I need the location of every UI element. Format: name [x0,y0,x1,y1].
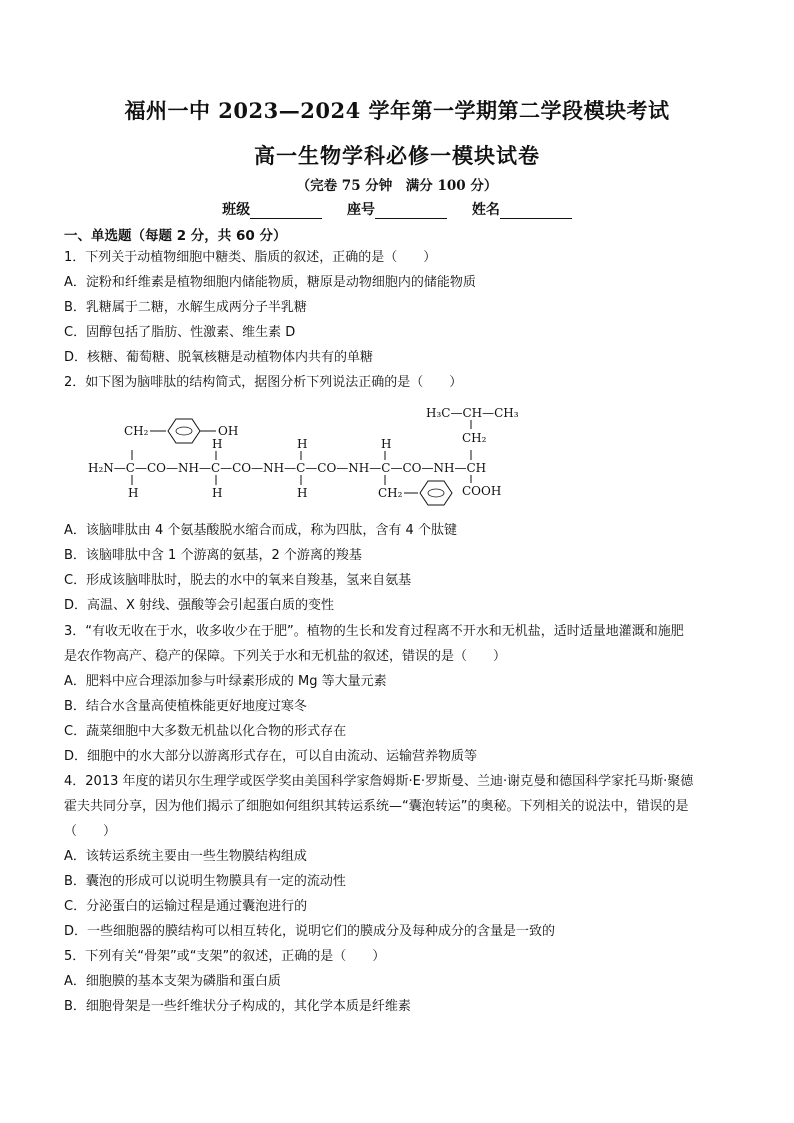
phe-benzene-ring [420,481,452,505]
leu-cooh: COOH [462,484,502,498]
name-label: 姓名 [471,202,500,218]
h-atom-1: H [128,486,139,500]
q4-stem-line1: 4．2013 年度的诺贝尔生理学或医学奖由美国科学家詹姆斯·E·罗斯曼、兰迪·谢克曼和德国科学家托马斯·聚德 [64,774,694,789]
q2-option-c: C．形成该脑啡肽时，脱去的水中的氧来自羧基，氢来自氨基 [64,573,412,588]
exam-title: 福州一中 2023—2024 学年第一学期第二学段模块考试 [124,98,670,123]
class-field [222,199,322,219]
seat-label: 座号 [347,202,375,218]
q5-option-b: B．细胞骨架是一些纤维状分子构成的，其化学本质是纤维素 [64,999,411,1014]
q2-option-b: B．该脑啡肽中含 1 个游离的氨基，2 个游离的羧基 [64,548,362,563]
q3-option-b: B．结合水含量高使植株能更好地度过寒冬 [64,699,307,714]
leu-ch2: CH₂ [462,431,487,445]
class-blank[interactable] [250,204,322,219]
student-info-line [0,199,794,219]
q2-stem: 2．如下图为脑啡肽的结构简式，据图分析下列说法正确的是（ ） [64,375,463,390]
q5-option-a: A．细胞膜的基本支架为磷脂和蛋白质 [64,974,281,989]
name-field [472,199,572,219]
h-atom-3: H [297,486,308,500]
tyr-benzene-ring [168,419,200,443]
enkephalin-structure-diagram [88,405,538,515]
tyr-oh: OH [218,424,239,438]
q4-stem-line2: 霍夫共同分享，因为他们揭示了细胞如何组织其转运系统—“囊泡转运”的奥秘。下列相关的说法中，错误的是 [64,799,689,814]
name-blank[interactable] [500,204,572,219]
q1-option-c: C．固醇包括了脂肪、性激素、维生素 D [64,325,296,340]
class-label: 班级 [222,202,251,218]
phe-ring-inner [428,489,444,497]
q3-stem-line1: 3．“有收无收在于水，收多收少在于肥”。植物的生长和发育过程离不开水和无机盐，适时适量地灌溉和施肥 [64,624,684,639]
q3-option-c: C．蔬菜细胞中大多数无机盐以化合物的形式存在 [64,724,347,739]
exam-subtitle: 高一生物学科必修一模块试卷 [254,143,540,168]
q3-stem-line2: 是农作物高产、稳产的保障。下列关于水和无机盐的叙述，错误的是（ ） [64,649,507,664]
q4-option-d: D．一些细胞器的膜结构可以相互转化，说明它们的膜成分及每种成分的含量是一致的 [64,924,556,939]
q4-option-a: A．该转运系统主要由一些生物膜结构组成 [64,849,307,864]
q1-option-a: A．淀粉和纤维素是植物细胞内储能物质，糖原是动物细胞内的储能物质 [64,275,476,290]
seat-blank[interactable] [375,204,447,219]
q2-option-a: A．该脑啡肽由 4 个氨基酸脱水缩合而成，称为四肽，含有 4 个肽键 [64,523,457,538]
q1-option-d: D．核糖、葡萄糖、脱氧核糖是动植物体内共有的单糖 [64,350,374,365]
tyr-ch2: CH₂ [124,424,149,438]
h-atom-6: H [381,437,392,451]
q3-option-a: A．肥料中应合理添加参与叶绿素形成的 Mg 等大量元素 [64,674,387,689]
tyr-ring-inner [176,427,192,435]
q4-stem-line3: （ ） [64,824,117,839]
q3-option-d: D．细胞中的水大部分以游离形式存在，可以自由流动、运输营养物质等 [64,749,478,764]
q4-option-c: C．分泌蛋白的运输过程是通过囊泡进行的 [64,899,308,914]
q2-option-d: D．高温、X 射线、强酸等会引起蛋白质的变性 [64,598,335,613]
q4-option-b: B．囊泡的形成可以说明生物膜具有一定的流动性 [64,874,346,889]
leu-isobutyl: H₃C—CH—CH₃ [426,406,519,420]
h-atom-5: H [297,437,308,451]
h-atom-4: H [212,437,223,451]
peptide-chain: H₂N—C—CO—NH—C—CO—NH—C—CO—NH—C—CO—NH—CH [88,461,487,475]
q1-option-b: B．乳糖属于二糖，水解生成两分子半乳糖 [64,300,307,315]
phe-ch2: CH₂ [378,486,403,500]
q1-stem: 1．下列关于动植物细胞中糖类、脂质的叙述，正确的是（ ） [64,250,437,265]
h-atom-2: H [212,486,223,500]
seat-field [347,199,447,219]
q5-stem: 5．下列有关“骨架”或“支架”的叙述，正确的是（ ） [64,949,386,964]
exam-meta: （完卷 75 分钟 满分 100 分） [296,178,498,194]
section-heading: 一、单选题（每题 2 分，共 60 分） [64,228,287,244]
